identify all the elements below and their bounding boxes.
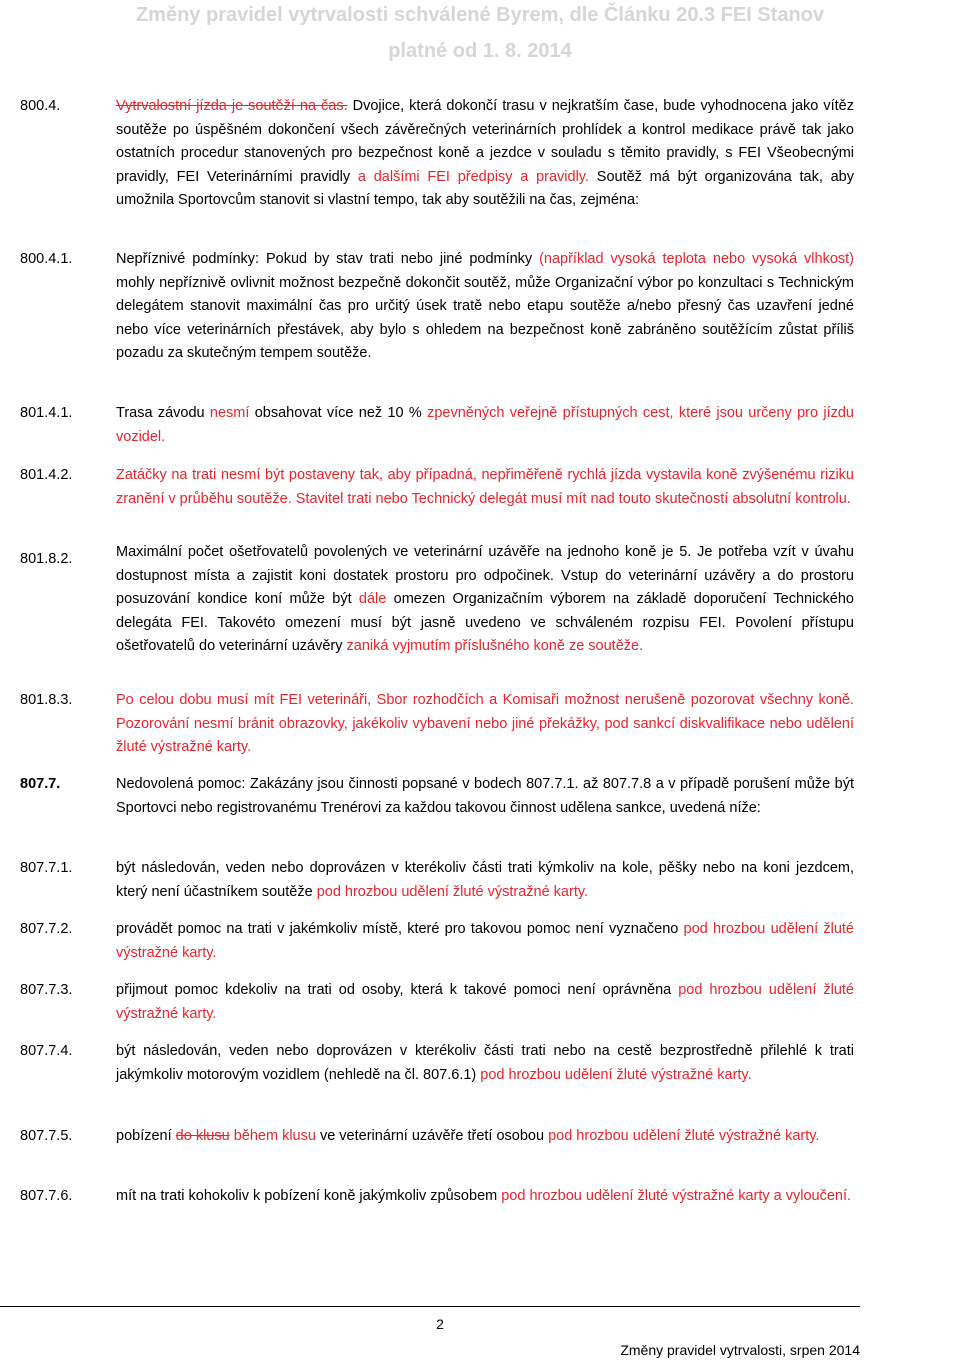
rule-number: 801.4.1.	[20, 405, 73, 421]
page-number: 2	[436, 1316, 444, 1332]
rule-item	[20, 689, 860, 760]
amended-text: Po celou dobu musí mít FEI veterináři, Sbor rozhodčích a Komisaři možnost nerušeně pozorovat všechny koně. Pozorování nesmí bránit obrazovky, jakékoliv vybavení nebo jiné překážky, pod sankcí diskvalifikace nebo udělení žluté výstražné karty.	[116, 692, 854, 756]
amended-text: zpevněných veřejně přístupných cest, které jsou určeny pro jízdu vozidel.	[116, 405, 854, 445]
rule-item	[20, 1040, 860, 1087]
deleted-text: do klusu	[175, 1128, 230, 1144]
rule-number: 807.7.3.	[20, 982, 73, 998]
rule-number: 801.8.3.	[20, 692, 73, 708]
rule-text	[116, 402, 854, 449]
rule-number: 807.7.2.	[20, 921, 73, 937]
amended-text: a dalšími FEI předpisy a pravidly.	[350, 168, 590, 185]
amended-text: pod hrozbou udělení žluté výstražné karty a vyloučení.	[501, 1188, 852, 1204]
rule-item	[20, 248, 860, 366]
rule-item	[20, 979, 860, 1026]
rule-text-segment: být následován, veden nebo doprovázen v kterékoliv části trati kýmkoliv na kole, pěšky nebo na koni jezdcem, který není účastníkem soutěže	[116, 860, 854, 900]
rule-item	[20, 541, 860, 659]
footer-divider	[0, 1306, 860, 1307]
rule-text-segment: obsahovat více než 10 %	[249, 405, 428, 421]
amended-text: pod hrozbou udělení žluté výstražné karty.	[480, 1066, 752, 1083]
document-header-effective-date: platné od 1. 8. 2014	[388, 40, 572, 62]
amended-text: Zatáčky na trati nesmí být postaveny tak, aby případná, nepřiměřeně rychlá jízda vystavila koně zvýšenému riziku zranění v průběhu soutěže. Stavitel trati nebo Technický delegát musí mít nad touto skutečností absolutní kontrolu.	[116, 467, 854, 507]
document-header-title: Změny pravidel vytrvalosti schválené Byrem, dle Článku 20.3 FEI Stanov	[135, 4, 825, 26]
amended-text: zaniká vyjmutím příslušného koně ze soutěže.	[346, 638, 644, 655]
amended-text: pod hrozbou udělení žluté výstražné karty.	[116, 921, 854, 961]
rule-number: 800.4.	[20, 98, 61, 114]
rule-text-segment: provádět pomoc na trati v jakémkoliv místě, které pro takovou pomoc není vyznačeno	[116, 921, 684, 937]
amended-text: dále	[358, 591, 387, 608]
rule-number: 807.7.	[20, 776, 61, 792]
rule-number: 801.4.2.	[20, 467, 73, 483]
rule-number: 807.7.1.	[20, 860, 73, 876]
rule-item	[20, 402, 860, 449]
rule-text	[116, 1185, 854, 1209]
amended-text: pod hrozbou udělení žluté výstražné karty.	[116, 982, 854, 1022]
rule-text-segment: ve veterinární uzávěře třetí osobou	[315, 1128, 549, 1144]
amended-text: (například vysoká teplota nebo vysoká vlhkost)	[539, 251, 854, 267]
rule-text	[116, 918, 854, 965]
rule-text-segment: Maximální počet ošetřovatelů povolených ve veterinární uzávěře na jednoho koně je 5. Je potřeba vzít v úvahu dostupnost místa a zajistit koni dostatek prostoru pro odpočinek. Vstup do veterinární uzávěry a do prostoru posuzování kondice koní může být	[116, 544, 854, 608]
rule-text	[116, 95, 854, 213]
rule-number: 807.7.6.	[20, 1188, 73, 1204]
rule-text-segment: omezen Organizačním výborem na základě doporučení Technického delegáta FEI. Takovéto omezení musí být jasně uvedeno ve schváleném rozpisu FEI. Povolení přístupu ošetřovatelů do veterinární uzávěry	[116, 591, 854, 655]
amended-text: během klusu	[233, 1128, 316, 1144]
rule-text	[116, 857, 854, 904]
footer-text: Změny pravidel vytrvalosti, srpen 2014	[620, 1342, 860, 1358]
rule-item	[20, 773, 860, 820]
rule-text-segment: mohly nepříznivě ovlivnit možnost bezpečně dokončit soutěž, může Organizační výbor po konzultaci s Technickým delegátem stanovit maximální čas pro určitý úsek tratě nebo etapu soutěže a/nebo přesný čas uzavření jedné nebo více veterinárních přestávek, aby bylo s ohledem na bezpečnost koně zabráněno soutěžícím zůstat příliš pozadu za skutečným tempem soutěže.	[116, 274, 854, 362]
amended-text: nesmí	[209, 405, 250, 421]
rule-text	[116, 689, 854, 760]
rule-item	[20, 918, 860, 965]
rule-item	[20, 1185, 860, 1209]
rule-text	[116, 773, 854, 820]
rule-number: 801.8.2.	[20, 551, 73, 567]
rule-text	[116, 1125, 854, 1149]
rule-text-segment: Trasa závodu	[116, 405, 210, 421]
rule-item	[20, 464, 860, 511]
rule-text-segment: Dvojice, která dokončí trasu v nejkratším čase, bude vyhodnocena jako vítěz soutěže po úspěšném dokončení všech závěrečných veterinárních prohlídek a kontrol medikace právě tak jako ostatních procedur stanovených pro bezpečnost koně a jezdce v souladu s těmito pravidly, s FEI Všeobecnými pravidly, FEI Veterinárními pravidly	[116, 98, 854, 185]
rule-text-segment: přijmout pomoc kdekoliv na trati od osoby, která k takové pomoci není oprávněna	[116, 982, 679, 998]
rule-text-segment: Nedovolená pomoc: Zakázány jsou činnosti popsané v bodech 807.7.1. až 807.7.8 a v případě porušení může být Sportovci nebo registrovanému Trenérovi za každou takovou činnost udělena sankce, uvedená níže:	[116, 776, 854, 816]
rule-text-segment: být následován, veden nebo doprovázen v kterékoliv části trati nebo na cestě bezprostředně přilehlé k trati jakýmkoliv motorovým vozidlem (nehledě na čl. 807.6.1)	[116, 1043, 854, 1083]
rule-text-segment: pobízení	[116, 1128, 176, 1144]
rule-text-segment: mít na trati kohokoliv k pobízení koně jakýmkoliv způsobem	[116, 1188, 502, 1204]
rule-text	[116, 541, 854, 659]
rule-number: 807.7.5.	[20, 1128, 73, 1144]
deleted-text: Vytrvalostní jízda je soutěží na čas.	[116, 98, 348, 114]
rule-text	[116, 1040, 854, 1087]
rule-text	[116, 248, 854, 366]
rule-item	[20, 95, 860, 213]
rule-text-segment: Nepříznivé podmínky: Pokud by stav trati nebo jiné podmínky	[116, 251, 540, 267]
rule-item	[20, 1125, 860, 1149]
amended-text: pod hrozbou udělení žluté výstražné karty.	[548, 1128, 820, 1144]
rule-text-segment: Soutěž má být organizována tak, aby umožnila Sportovcům stanovit si vlastní tempo, tak aby soutěžili na čas, zejména:	[116, 168, 854, 209]
rule-number: 807.7.4.	[20, 1043, 73, 1059]
rule-text	[116, 464, 854, 511]
amended-text: pod hrozbou udělení žluté výstražné karty.	[316, 883, 589, 900]
rule-item	[20, 857, 860, 904]
rule-text	[116, 979, 854, 1026]
rule-number: 800.4.1.	[20, 251, 73, 267]
